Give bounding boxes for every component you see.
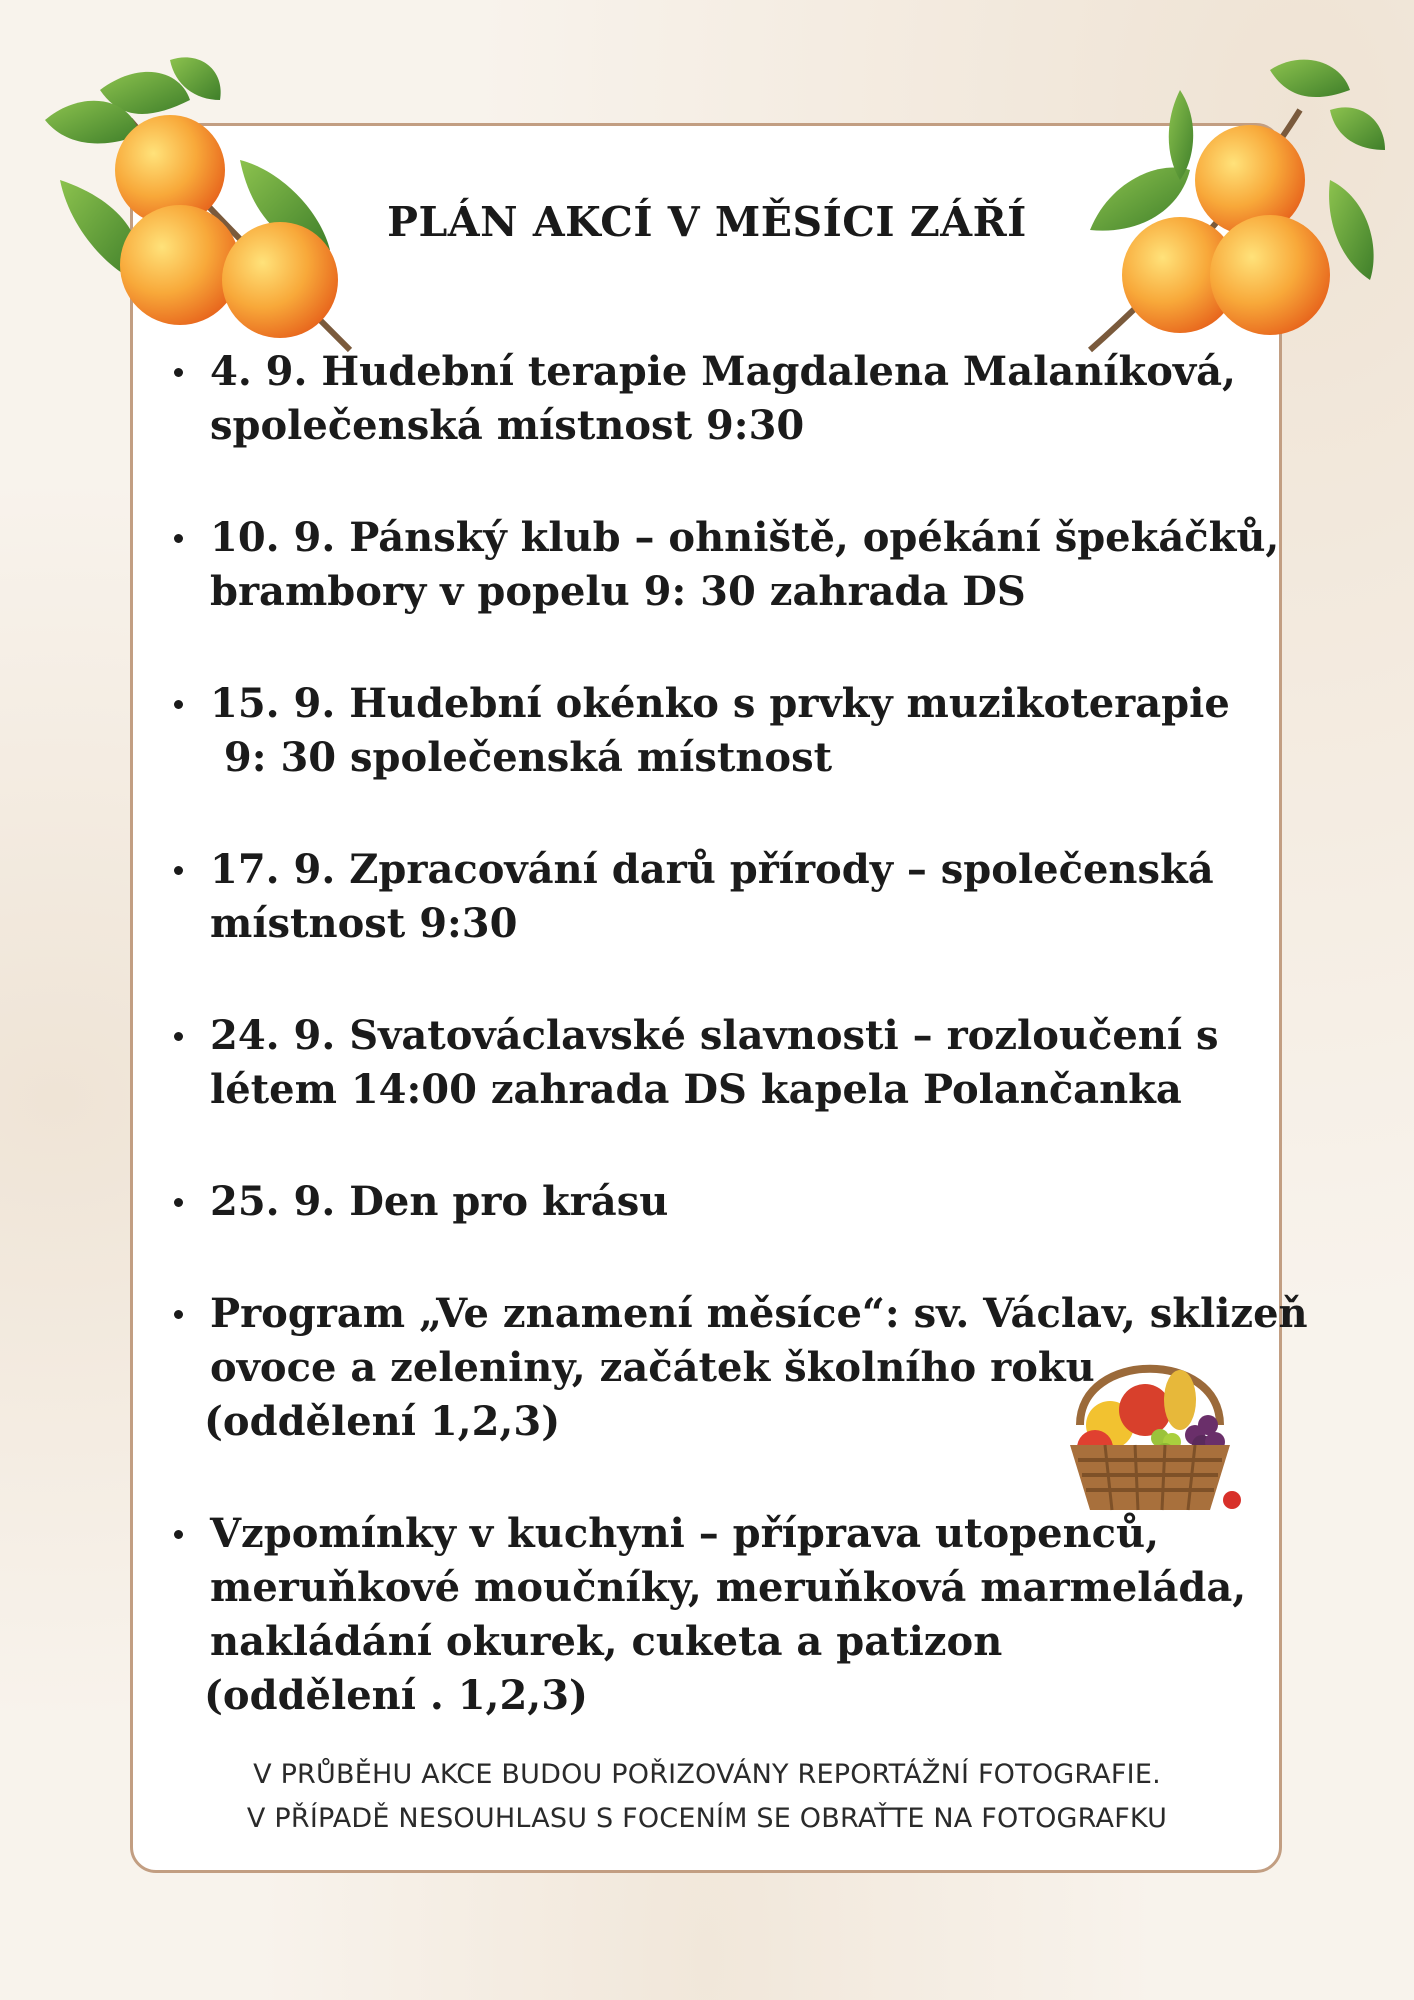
event-item <box>160 345 1270 453</box>
event-text: ovoce a zeleniny, začátek školního roku <box>210 1344 1095 1391</box>
event-text: 24. 9. Svatováclavské slavnosti – rozloučení s <box>210 1012 1219 1059</box>
notice-line: V PŘÍPADĚ NESOUHLASU S FOCENÍM SE OBRAŤTE NA FOTOGRAFKU <box>246 1803 1168 1834</box>
event-text: 4. 9. Hudební terapie Magdalena Malaníková, <box>210 348 1236 395</box>
event-text: společenská místnost 9:30 <box>210 402 805 449</box>
event-text: meruňkové moučníky, meruňková marmeláda, <box>210 1564 1247 1611</box>
event-text: 25. 9. Den pro krásu <box>210 1178 669 1225</box>
event-text: (oddělení 1,2,3) <box>204 1398 561 1445</box>
event-text: 17. 9. Zpracování darů přírody – společenská <box>210 846 1214 893</box>
event-item <box>160 843 1270 951</box>
fruit-basket-icon <box>1050 1330 1250 1520</box>
event-text: nakládání okurek, cuketa a patizon <box>210 1618 1003 1665</box>
page-title: PLÁN AKCÍ V MĚSÍCI ZÁŘÍ <box>387 198 1027 246</box>
event-item <box>160 1507 1270 1723</box>
event-text: 15. 9. Hudební okénko s prvky muzikoterapie <box>210 680 1230 727</box>
event-text: Vzpomínky v kuchyni – příprava utopenců, <box>210 1510 1160 1557</box>
photo-notice <box>0 1753 1414 1841</box>
notice-line: V PRŮBĚHU AKCE BUDOU POŘIZOVÁNY REPORTÁŽNÍ FOTOGRAFIE. <box>253 1759 1161 1790</box>
event-text: Program „Ve znamení měsíce“: sv. Václav, sklizeň <box>210 1290 1308 1337</box>
event-text: brambory v popelu 9: 30 zahrada DS <box>210 568 1026 615</box>
event-text: létem 14:00 zahrada DS kapela Polančanka <box>210 1066 1182 1113</box>
event-item <box>160 511 1280 619</box>
event-item <box>160 677 1270 785</box>
event-text: 10. 9. Pánský klub – ohniště, opékání špekáčků, <box>210 514 1280 561</box>
event-item <box>160 1009 1270 1117</box>
event-item <box>160 1175 1270 1229</box>
event-text: (oddělení . 1,2,3) <box>204 1672 588 1719</box>
event-text: místnost 9:30 <box>210 900 518 947</box>
event-text: 9: 30 společenská místnost <box>210 734 833 781</box>
